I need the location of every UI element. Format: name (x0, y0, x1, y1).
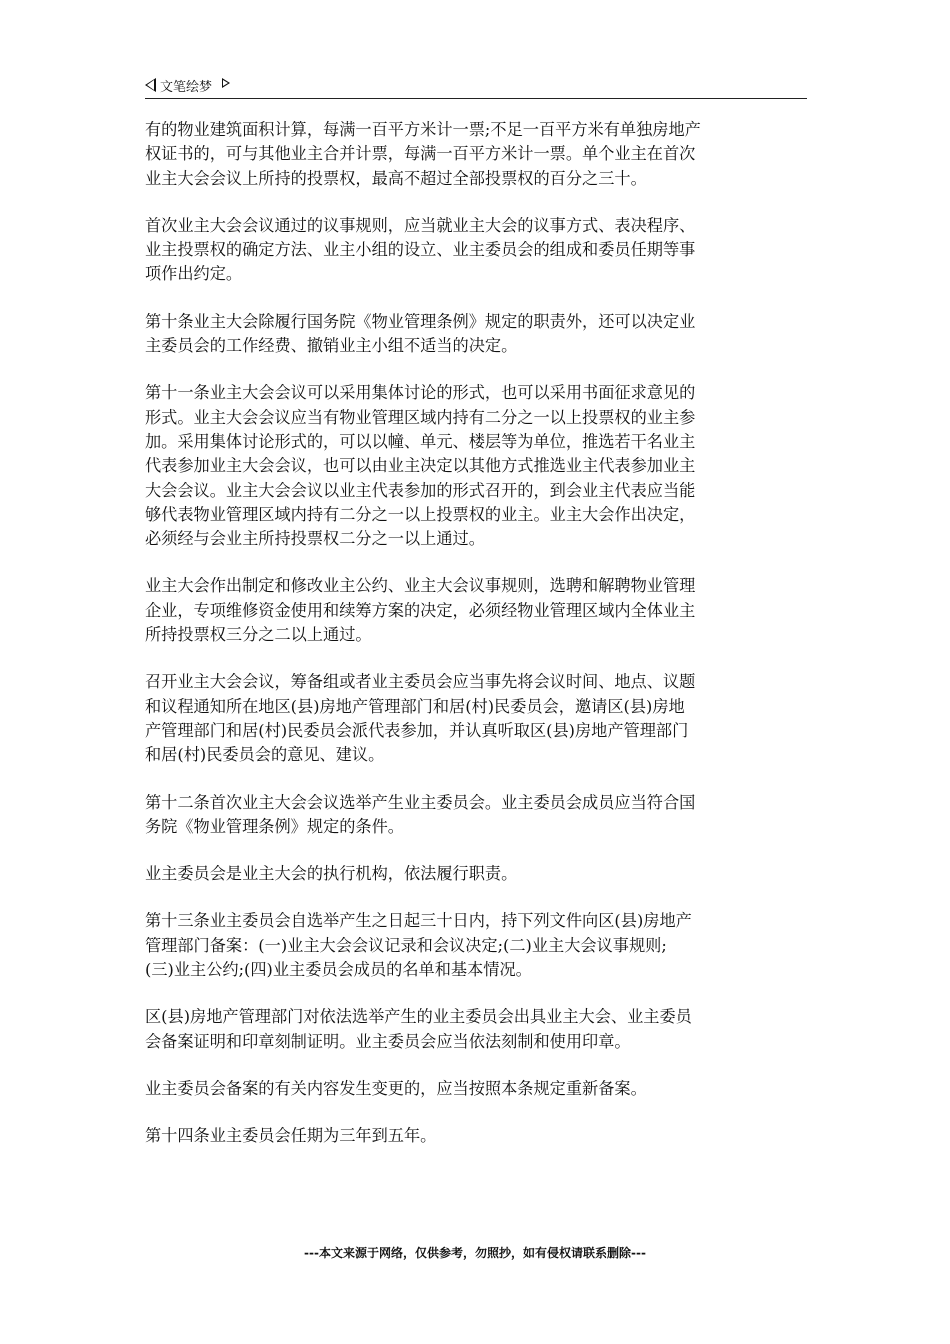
paragraph (145, 862, 810, 886)
paragraph-line: 项作出约定。 (145, 264, 243, 284)
paragraph-line: 业主委员会备案的有关内容发生变更的，应当按照本条规定重新备案。 (145, 1078, 647, 1098)
left-triangle-icon (145, 78, 156, 92)
right-triangle-icon (222, 78, 230, 88)
paragraph-line: 务院《物业管理条例》规定的条件。 (145, 816, 404, 836)
header-title: 文笔绘梦 (160, 79, 213, 95)
document-body (145, 118, 810, 1172)
paragraph-line: 会备案证明和印章刻制证明。业主委员会应当依法刻制和使用印章。 (145, 1031, 631, 1051)
paragraph (145, 1077, 810, 1101)
paragraph-line: 企业，专项维修资金使用和续筹方案的决定，必须经物业管理区域内全体业主 (145, 600, 696, 620)
paragraph (145, 670, 810, 767)
paragraph-line: 第十条业主大会除履行国务院《物业管理条例》规定的职责外，还可以决定业 (145, 311, 696, 331)
paragraph-line: 业主大会会议上所持的投票权，最高不超过全部投票权的百分之三十。 (145, 168, 647, 188)
paragraph-line: 区(县)房地产管理部门对依法选举产生的业主委员会出具业主大会、业主委员 (145, 1007, 692, 1027)
header-inner (145, 74, 807, 96)
paragraph-line: 首次业主大会会议通过的议事规则，应当就业主大会的议事方式、表决程序、 (145, 215, 696, 235)
paragraph (145, 381, 810, 551)
paragraph (145, 214, 810, 287)
paragraph-line: 第十四条业主委员会任期为三年到五年。 (145, 1126, 437, 1146)
paragraph-line: 召开业主大会会议，筹备组或者业主委员会应当事先将会议时间、地点、议题 (145, 672, 696, 692)
paragraph-line: 管理部门备案：(一)业主大会会议记录和会议决定;(二)业主大会议事规则; (145, 935, 667, 955)
paragraph-line: 和议程通知所在地区(县)房地产管理部门和居(村)民委员会，邀请区(县)房地 (145, 696, 685, 716)
paragraph-line: 第十一条业主大会会议可以采用集体讨论的形式，也可以采用书面征求意见的 (145, 383, 696, 403)
paragraph-line: 第十三条业主委员会自选举产生之日起三十日内，持下列文件向区(县)房地产 (145, 911, 692, 931)
paragraph (145, 1124, 810, 1148)
paragraph (145, 1005, 810, 1054)
footer-notice: ---本文来源于网络，仅供参考，勿照抄，如有侵权请联系删除--- (304, 1246, 646, 1260)
paragraph (145, 909, 810, 982)
paragraph-line: 加。采用集体讨论形式的，可以以幢、单元、楼层等为单位，推选若干名业主 (145, 431, 696, 451)
paragraph (145, 791, 810, 840)
paragraph-line: 形式。业主大会会议应当有物业管理区域内持有二分之一以上投票权的业主参 (145, 407, 696, 427)
paragraph (145, 310, 810, 359)
paragraph-line: 有的物业建筑面积计算，每满一百平方米计一票;不足一百平方米有单独房地产 (145, 120, 701, 139)
paragraph-line: 必须经与会业主所持投票权二分之一以上通过。 (145, 529, 485, 549)
paragraph-line: 业主大会作出制定和修改业主公约、业主大会议事规则，选聘和解聘物业管理 (145, 576, 696, 596)
paragraph (145, 118, 810, 191)
paragraph-line: 够代表物业管理区域内持有二分之一以上投票权的业主。业主大会作出决定， (145, 504, 696, 524)
paragraph-line: 所持投票权三分之二以上通过。 (145, 625, 372, 645)
paragraph (145, 574, 810, 647)
page-header (145, 74, 807, 99)
paragraph-line: 业主投票权的确定方法、业主小组的设立、业主委员会的组成和委员任期等事 (145, 240, 696, 260)
paragraph-line: 第十二条首次业主大会会议选举产生业主委员会。业主委员会成员应当符合国 (145, 792, 696, 812)
paragraph-line: 主委员会的工作经费、撤销业主小组不适当的决定。 (145, 336, 518, 356)
paragraph-line: 代表参加业主大会会议，也可以由业主决定以其他方式推选业主代表参加业主 (145, 456, 696, 476)
paragraph-line: 产管理部门和居(村)民委员会派代表参加，并认真听取区(县)房地产管理部门 (145, 720, 689, 740)
paragraph-line: 业主委员会是业主大会的执行机构，依法履行职责。 (145, 864, 518, 884)
paragraph-line: 和居(村)民委员会的意见、建议。 (145, 745, 385, 765)
paragraph-line: 大会会议。业主大会会议以业主代表参加的形式召开的，到会业主代表应当能 (145, 480, 696, 500)
paragraph-line: (三)业主公约;(四)业主委员会成员的名单和基本情况。 (145, 960, 532, 980)
paragraph-line: 权证书的，可与其他业主合并计票，每满一百平方米计一票。单个业主在首次 (145, 144, 696, 164)
